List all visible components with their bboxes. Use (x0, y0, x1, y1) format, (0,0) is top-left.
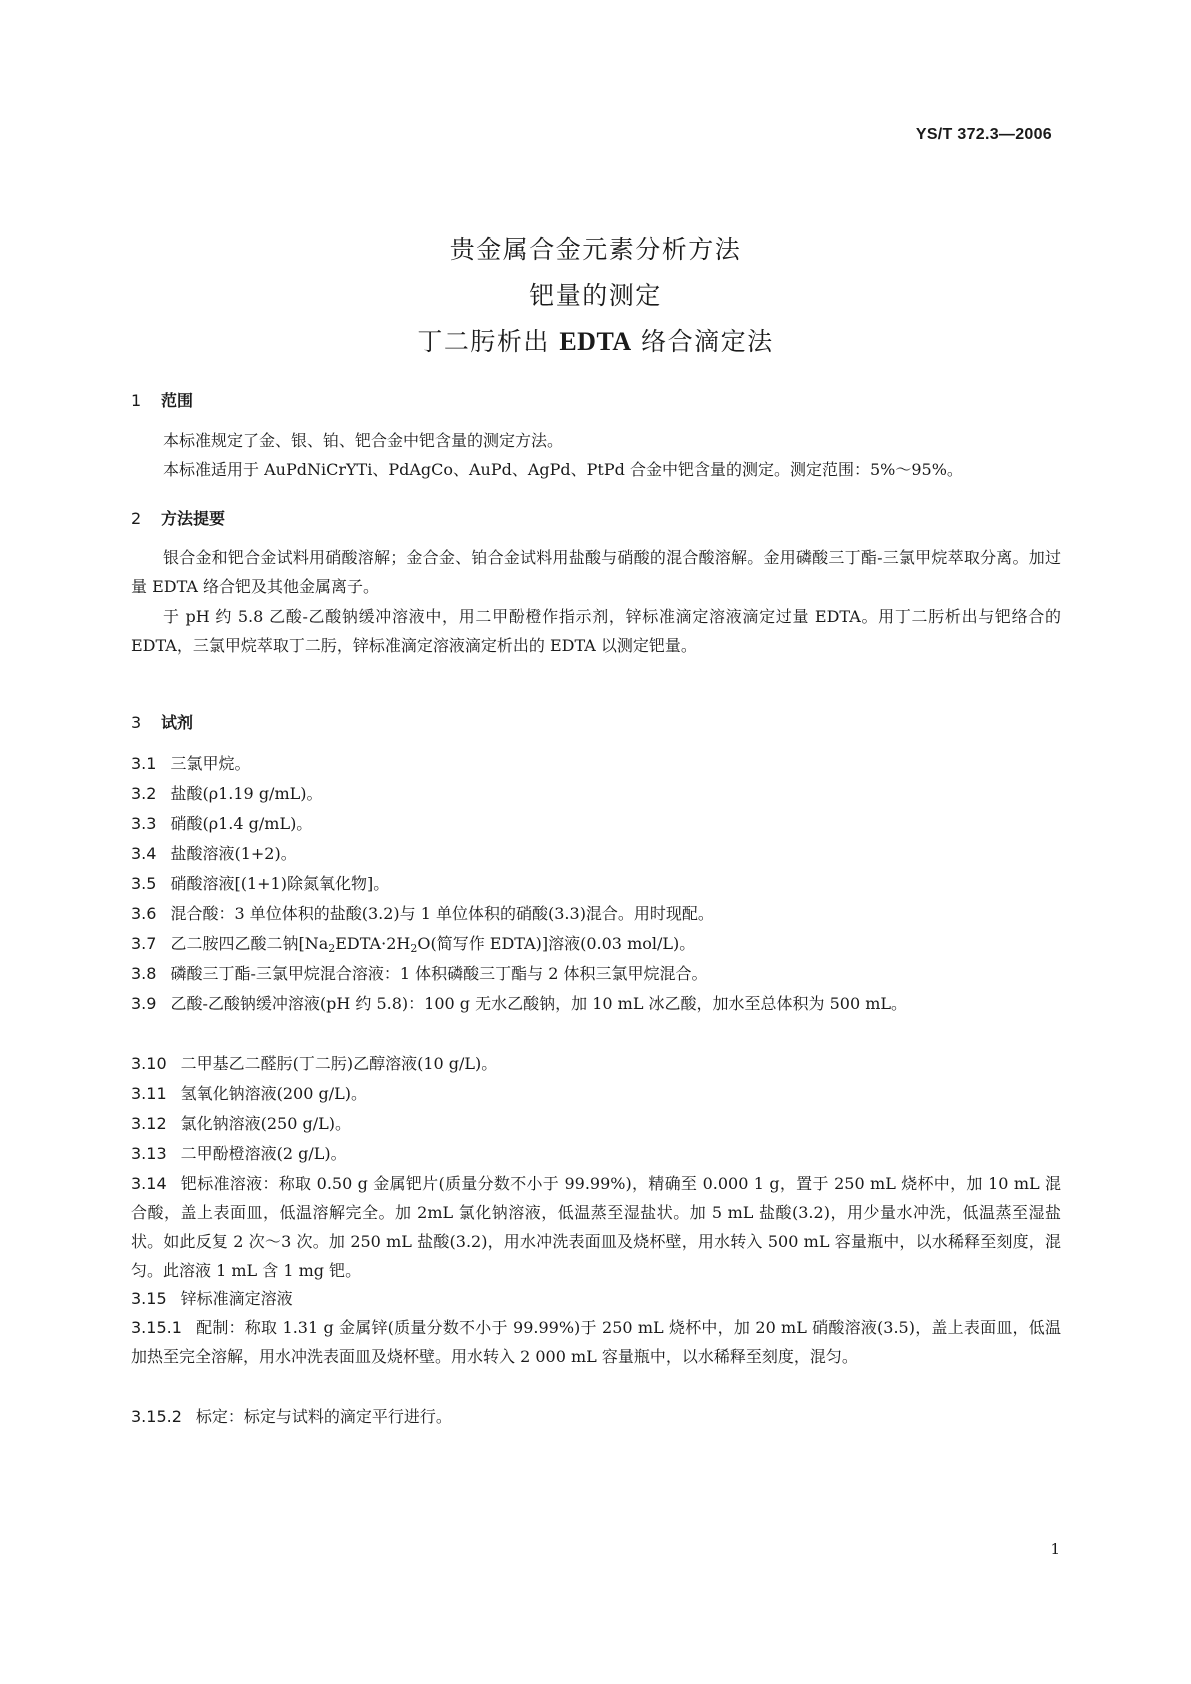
subscript: 2 (328, 942, 336, 955)
page-number: 1 (1050, 1540, 1060, 1558)
reagent-item (131, 959, 1061, 988)
reagent-number: 3.15 (131, 1289, 167, 1308)
reagent-number: 3.1 (131, 754, 157, 773)
reagent-number: 3.11 (131, 1084, 167, 1103)
title-line-3 (0, 322, 1191, 358)
reagent-item (131, 779, 1061, 808)
reagent-item (131, 809, 1061, 838)
reagent-number: 3.15.1 (131, 1318, 182, 1337)
reagent-text: 硝酸(ρ1.4 g/mL)。 (170, 814, 313, 833)
reagent-number: 3.4 (131, 844, 157, 863)
title-line-2: 钯量的测定 (529, 281, 662, 310)
reagent-item (131, 749, 1061, 778)
section-3-title: 试剂 (161, 713, 194, 732)
title-line-3-part-c: 络合滴定法 (641, 327, 774, 356)
section-3-number: 3 (131, 713, 142, 732)
reagent-item (131, 899, 1061, 928)
reagent-item (131, 869, 1061, 898)
section-1-heading (131, 388, 193, 411)
reagent-text: 乙酸-乙酸钠缓冲溶液(pH 约 5.8)：100 g 无水乙酸钠，加 10 mL 冰乙酸，加水至总体积为 500 mL。 (170, 994, 908, 1013)
reagent-text: 盐酸(ρ1.19 g/mL)。 (170, 784, 323, 803)
section-2-number: 2 (131, 509, 142, 528)
reagent-text: 氢氧化钠溶液(200 g/L)。 (180, 1084, 367, 1103)
reagent-number: 3.7 (131, 934, 157, 953)
reagent-number: 3.6 (131, 904, 157, 923)
reagent-item (131, 1139, 1061, 1168)
reagent-number: 3.3 (131, 814, 157, 833)
title-line-1: 贵金属合金元素分析方法 (449, 235, 742, 264)
reagent-number: 3.2 (131, 784, 157, 803)
reagent-text-a: 乙二胺四乙酸二钠[Na (170, 934, 329, 953)
reagent-item (131, 989, 1061, 1018)
title-line-3-part-a: 丁二肟析出 (417, 327, 550, 356)
reagent-text: 钯标准溶液：称取 0.50 g 金属钯片(质量分数不小于 99.99%)，精确至 0.000 1 g，置于 250 mL 烧杯中，加 10 mL 混合酸，盖上表面皿，低温溶解完全。加 2mL 氯化钠溶液，低温蒸至湿盐状。加 5 mL 盐酸(3.2)，用少量水冲洗，低温蒸至湿盐状。如此反复 2 次～3 次。加 250 mL 盐酸(3.2)，用水冲洗表面皿及烧杯壁，用水转入 500 mL 容量瓶中，以水稀释至刻度，混匀。此溶液 1 mL 含 1 mg 钯。 (131, 1174, 1061, 1280)
reagent-text: 硝酸溶液[(1+1)除氮氧化物]。 (170, 874, 390, 893)
reagent-item (131, 1284, 1061, 1313)
reagent-item (131, 839, 1061, 868)
section-3-heading (131, 710, 193, 733)
reagent-item (131, 1402, 1061, 1431)
subscript: 2 (410, 942, 418, 955)
reagent-number: 3.9 (131, 994, 157, 1013)
reagent-text: 标定：标定与试料的滴定平行进行。 (195, 1407, 452, 1426)
reagent-item (131, 1169, 1061, 1285)
reagent-number: 3.8 (131, 964, 157, 983)
reagent-item (131, 1313, 1061, 1371)
reagent-number: 3.15.2 (131, 1407, 182, 1426)
reagent-item (131, 1079, 1061, 1108)
reagent-text: 二甲基乙二醛肟(丁二肟)乙醇溶液(10 g/L)。 (180, 1054, 498, 1073)
reagent-number: 3.12 (131, 1114, 167, 1133)
reagent-number: 3.13 (131, 1144, 167, 1163)
section-2-paragraph-2: 于 pH 约 5.8 乙酸-乙酸钠缓冲溶液中，用二甲酚橙作指示剂，锌标准滴定溶液滴定过量 EDTA。用丁二肟析出与钯络合的 EDTA，三氯甲烷萃取丁二肟，锌标准滴定溶液滴定析出的 EDTA 以测定钯量。 (131, 607, 1061, 655)
reagent-text-b: EDTA·2H (335, 934, 411, 953)
reagent-text: 二甲酚橙溶液(2 g/L)。 (180, 1144, 347, 1163)
reagent-text: 磷酸三丁酯-三氯甲烷混合溶液：1 体积磷酸三丁酯与 2 体积三氯甲烷混合。 (170, 964, 708, 983)
reagent-text: 锌标准滴定溶液 (180, 1289, 293, 1308)
reagent-text-c: O(简写作 EDTA)]溶液(0.03 mol/L)。 (417, 934, 696, 953)
reagent-number: 3.14 (131, 1174, 167, 1193)
section-1-title: 范围 (161, 391, 194, 410)
standard-code: YS/T 372.3—2006 (915, 126, 1052, 143)
section-1-paragraph-1: 本标准规定了金、银、铂、钯合金中钯含量的测定方法。 (163, 431, 564, 450)
section-2-title: 方法提要 (161, 509, 226, 528)
reagent-text: 氯化钠溶液(250 g/L)。 (180, 1114, 351, 1133)
section-1-paragraph-2: 本标准适用于 AuPdNiCrYTi、PdAgCo、AuPd、AgPd、PtPd 合金中钯含量的测定。测定范围：5%～95%。 (163, 460, 963, 479)
reagent-text: 混合酸：3 单位体积的盐酸(3.2)与 1 单位体积的硝酸(3.3)混合。用时现配。 (170, 904, 714, 923)
section-2-heading (131, 506, 225, 529)
reagent-text: 配制：称取 1.31 g 金属锌(质量分数不小于 99.99%)于 250 mL 烧杯中，加 20 mL 硝酸溶液(3.5)，盖上表面皿，低温加热至完全溶解，用水冲洗表面皿及烧杯壁。用水转入 2 000 mL 容量瓶中，以水稀释至刻度，混匀。 (131, 1318, 1061, 1366)
reagent-text: 三氯甲烷。 (170, 754, 251, 773)
reagent-number: 3.10 (131, 1054, 167, 1073)
reagent-number: 3.5 (131, 874, 157, 893)
reagent-text: 盐酸溶液(1+2)。 (170, 844, 297, 863)
section-2-paragraph-1: 银合金和钯合金试料用硝酸溶解；金合金、铂合金试料用盐酸与硝酸的混合酸溶解。金用磷酸三丁酯-三氯甲烷萃取分离。加过量 EDTA 络合钯及其他金属离子。 (131, 548, 1061, 596)
reagent-item (131, 929, 1061, 963)
reagent-item (131, 1049, 1061, 1078)
title-line-3-edta: EDTA (559, 327, 632, 356)
section-1-number: 1 (131, 391, 142, 410)
reagent-item (131, 1109, 1061, 1138)
